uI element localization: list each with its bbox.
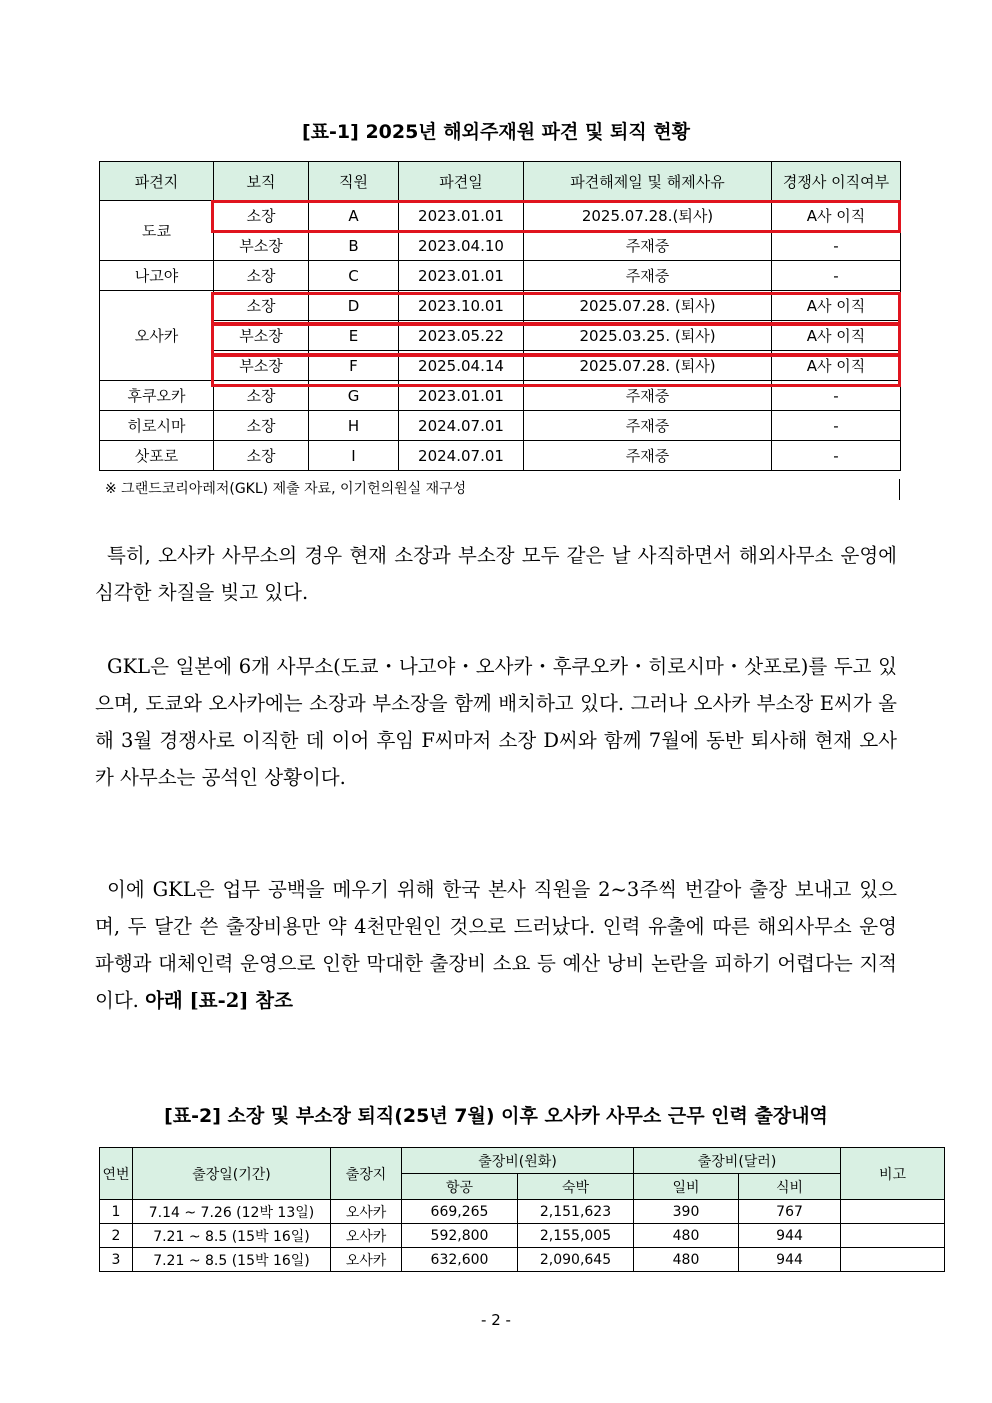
table-header-row <box>100 1148 945 1174</box>
daily-cell: 480 <box>634 1248 739 1272</box>
air-cell: 669,265 <box>402 1200 518 1224</box>
position-cell: 소장 <box>214 201 309 231</box>
paragraph-3-text: 이에 GKL은 업무 공백을 메우기 위해 한국 본사 직원을 2~3주씩 번갈아 출장 보내고 있으며, 두 달간 쓴 출장비용만 약 4천만원인 것으로 드러났다. 인력 유출에 따른 해외사무소 운영 파행과 대체인력 운영으로 인한 막대한 출장비 소요 등 예산 낭비 논란을 피하기 어렵다는 지적이다. <box>95 878 897 1012</box>
hotel-cell: 2,151,623 <box>518 1200 634 1224</box>
hotel-cell: 2,155,005 <box>518 1224 634 1248</box>
position-cell: 부소장 <box>214 351 309 381</box>
header-cell: 직원 <box>309 162 399 201</box>
position-cell: 부소장 <box>214 321 309 351</box>
location-cell: 나고야 <box>100 261 214 291</box>
header-cell: 출장비(원화) <box>402 1148 634 1174</box>
table-row <box>100 1224 945 1248</box>
highlight-box-row-d <box>211 292 901 325</box>
header-cell: 숙박 <box>518 1174 634 1200</box>
daily-cell: 480 <box>634 1224 739 1248</box>
release-cell: 주재중 <box>524 411 772 441</box>
move-cell: - <box>772 381 901 411</box>
header-cell: 파견지 <box>100 162 214 201</box>
daily-cell: 390 <box>634 1200 739 1224</box>
hotel-cell: 2,090,645 <box>518 1248 634 1272</box>
place-cell: 오사카 <box>331 1248 402 1272</box>
staff-cell: A <box>309 201 399 231</box>
location-cell: 후쿠오카 <box>100 381 214 411</box>
table-row <box>100 1200 945 1224</box>
release-cell: 2025.07.28.(퇴사) <box>524 201 772 231</box>
date-cell: 2023.01.01 <box>399 381 524 411</box>
date-cell: 2023.10.01 <box>399 291 524 321</box>
position-cell: 소장 <box>214 411 309 441</box>
release-cell: 주재중 <box>524 381 772 411</box>
date-cell: 2023.01.01 <box>399 201 524 231</box>
highlight-box-row-f <box>211 354 901 387</box>
table2-title: [표-2] 소장 및 부소장 퇴직(25년 7월) 이후 오사카 사무소 근무 인력 출장내역 <box>164 1105 828 1127</box>
header-cell: 비고 <box>841 1148 945 1200</box>
staff-cell: I <box>309 441 399 471</box>
header-cell: 연번 <box>100 1148 133 1200</box>
header-cell: 일비 <box>634 1174 739 1200</box>
no-cell: 2 <box>100 1224 133 1248</box>
staff-cell: B <box>309 231 399 261</box>
paragraph-2: GKL은 일본에 6개 사무소(도쿄・나고야・오사카・후쿠오카・히로시마・삿포로)를 두고 있으며, 도쿄와 오사카에는 소장과 부소장을 함께 배치하고 있다. 그러나 오사카 부소장 E씨가 올해 3월 경쟁사로 이직한 데 이어 후임 F씨마저 소장 D씨와 함께 7월에 동반 퇴사해 현재 오사카 사무소는 공석인 상황이다. <box>95 655 897 789</box>
release-cell: 주재중 <box>524 441 772 471</box>
table-header-row <box>100 162 901 201</box>
date-cell: 2024.07.01 <box>399 441 524 471</box>
date-cell: 2023.04.10 <box>399 231 524 261</box>
date-cell: 2025.04.14 <box>399 351 524 381</box>
location-cell: 삿포로 <box>100 441 214 471</box>
header-cell: 파견일 <box>399 162 524 201</box>
staff-cell: G <box>309 381 399 411</box>
place-cell: 오사카 <box>331 1224 402 1248</box>
location-cell: 히로시마 <box>100 411 214 441</box>
date-cell: 2024.07.01 <box>399 411 524 441</box>
paragraph-1: 특히, 오사카 사무소의 경우 현재 소장과 부소장 모두 같은 날 사직하면서 해외사무소 운영에 심각한 차질을 빚고 있다. <box>95 544 897 604</box>
staff-cell: H <box>309 411 399 441</box>
table-row <box>100 441 901 471</box>
location-cell: 도쿄 <box>100 201 214 261</box>
no-cell: 1 <box>100 1200 133 1224</box>
position-cell: 소장 <box>214 261 309 291</box>
highlight-box-row-a <box>211 200 901 233</box>
table1-title: [표-1] 2025년 해외주재원 파견 및 퇴직 현황 <box>302 121 690 143</box>
air-cell: 632,600 <box>402 1248 518 1272</box>
period-cell: 7.21 ~ 8.5 (15박 16일) <box>133 1248 331 1272</box>
move-cell: A사 이직 <box>772 351 901 381</box>
release-cell: 주재중 <box>524 261 772 291</box>
header-cell: 경쟁사 이직여부 <box>772 162 901 201</box>
table-row <box>100 411 901 441</box>
staff-cell: D <box>309 291 399 321</box>
release-cell: 2025.07.28. (퇴사) <box>524 351 772 381</box>
position-cell: 소장 <box>214 441 309 471</box>
move-cell: A사 이직 <box>772 201 901 231</box>
move-cell: - <box>772 411 901 441</box>
period-cell: 7.14 ~ 7.26 (12박 13일) <box>133 1200 331 1224</box>
remark-cell <box>841 1248 945 1272</box>
table-row <box>100 261 901 291</box>
release-cell: 2025.03.25. (퇴사) <box>524 321 772 351</box>
meal-cell: 767 <box>739 1200 841 1224</box>
page-number: - 2 - <box>481 1311 511 1329</box>
move-cell: A사 이직 <box>772 291 901 321</box>
air-cell: 592,800 <box>402 1224 518 1248</box>
meal-cell: 944 <box>739 1248 841 1272</box>
position-cell: 부소장 <box>214 231 309 261</box>
move-cell: A사 이직 <box>772 321 901 351</box>
move-cell: - <box>772 231 901 261</box>
move-cell: - <box>772 261 901 291</box>
header-cell: 출장지 <box>331 1148 402 1200</box>
staff-cell: F <box>309 351 399 381</box>
paragraph-3-reference: 아래 [표-2] 참조 <box>145 989 293 1012</box>
header-cell: 보직 <box>214 162 309 201</box>
header-cell: 출장비(달러) <box>634 1148 841 1174</box>
location-cell: 오사카 <box>100 291 214 381</box>
table1-source-note: ※ 그랜드코리아레저(GKL) 제출 자료, 이기헌의원실 재구성 <box>99 479 900 500</box>
release-cell: 주재중 <box>524 231 772 261</box>
staff-cell: E <box>309 321 399 351</box>
staff-cell: C <box>309 261 399 291</box>
header-cell: 식비 <box>739 1174 841 1200</box>
move-cell: - <box>772 441 901 471</box>
position-cell: 소장 <box>214 381 309 411</box>
remark-cell <box>841 1200 945 1224</box>
period-cell: 7.21 ~ 8.5 (15박 16일) <box>133 1224 331 1248</box>
position-cell: 소장 <box>214 291 309 321</box>
release-cell: 2025.07.28. (퇴사) <box>524 291 772 321</box>
meal-cell: 944 <box>739 1224 841 1248</box>
table-row <box>100 231 901 261</box>
place-cell: 오사카 <box>331 1200 402 1224</box>
header-cell: 파견해제일 및 해제사유 <box>524 162 772 201</box>
header-cell: 출장일(기간) <box>133 1148 331 1200</box>
remark-cell <box>841 1224 945 1248</box>
date-cell: 2023.01.01 <box>399 261 524 291</box>
highlight-box-row-e <box>211 323 901 356</box>
table-row <box>100 1248 945 1272</box>
header-cell: 항공 <box>402 1174 518 1200</box>
date-cell: 2023.05.22 <box>399 321 524 351</box>
trip-table <box>99 1147 945 1272</box>
paragraph-3 <box>95 871 897 1019</box>
no-cell: 3 <box>100 1248 133 1272</box>
